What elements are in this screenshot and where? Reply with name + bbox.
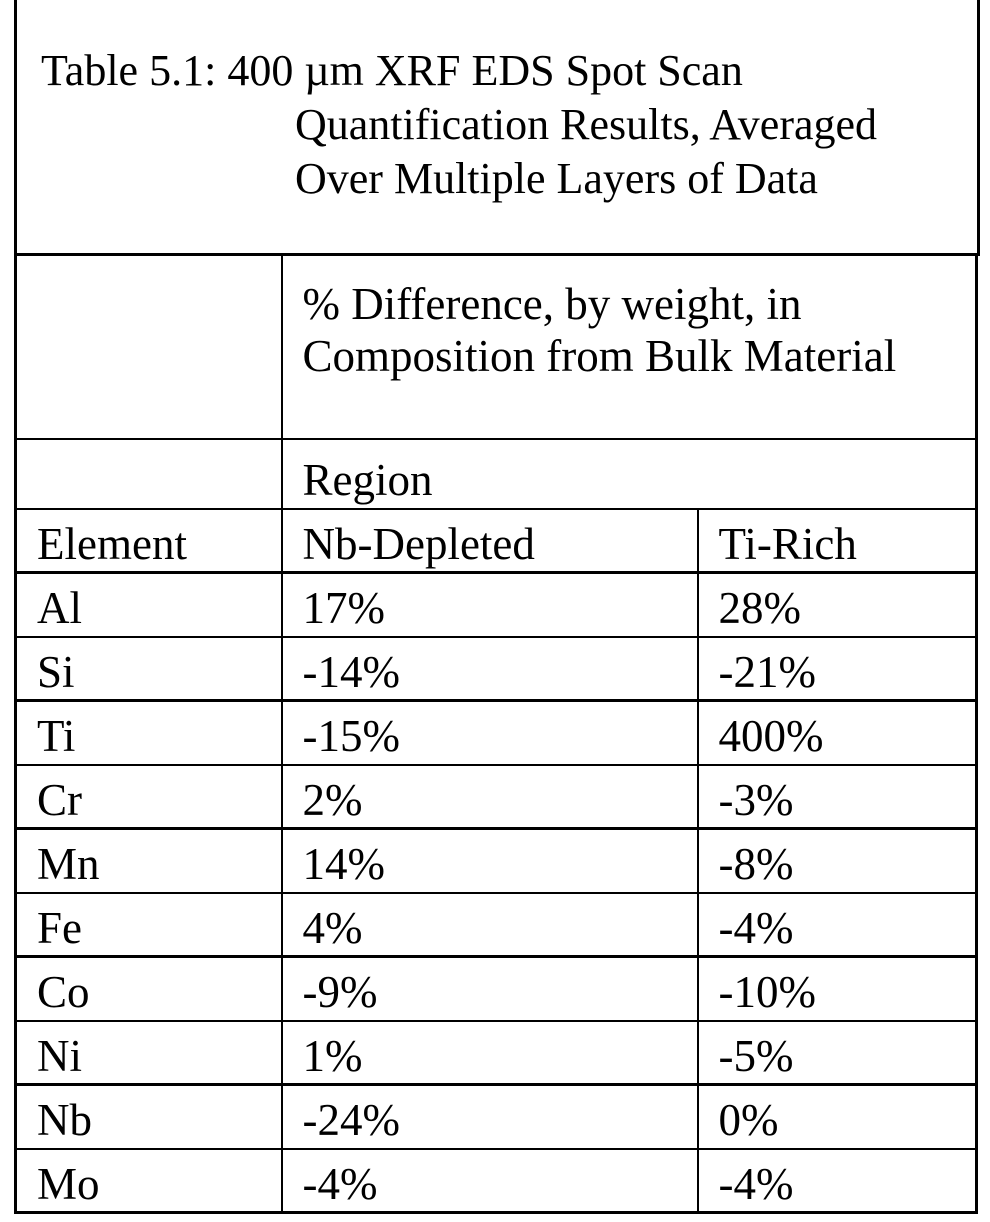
- nb-depleted-cell: -15%: [282, 701, 698, 765]
- composition-table: [14, 253, 978, 1214]
- table-row: [16, 957, 977, 1021]
- empty-cell: [16, 255, 282, 439]
- caption-line-3: Over Multiple Layers of Data: [295, 154, 818, 203]
- table-caption-box: [14, 0, 980, 256]
- header-row-measure: [16, 255, 977, 439]
- column-header-element: Element: [16, 509, 282, 573]
- caption-line-2: Quantification Results, Averaged: [295, 100, 878, 149]
- nb-depleted-cell: -4%: [282, 1149, 698, 1213]
- column-header-ti-rich: Ti-Rich: [698, 509, 977, 573]
- table-row: [16, 829, 977, 893]
- table-row: [16, 765, 977, 829]
- ti-rich-cell: -5%: [698, 1021, 977, 1085]
- table-row: [16, 701, 977, 765]
- ti-rich-cell: -8%: [698, 829, 977, 893]
- ti-rich-cell: 28%: [698, 573, 977, 637]
- nb-depleted-cell: 17%: [282, 573, 698, 637]
- table-row: [16, 573, 977, 637]
- nb-depleted-cell: -14%: [282, 637, 698, 701]
- nb-depleted-cell: -9%: [282, 957, 698, 1021]
- caption-line-1: Table 5.1: 400 µm XRF EDS Spot Scan: [41, 46, 743, 95]
- ti-rich-cell: -4%: [698, 893, 977, 957]
- table-caption: [41, 44, 877, 206]
- empty-cell: [16, 439, 282, 509]
- column-header-row: [16, 509, 977, 573]
- ti-rich-cell: -21%: [698, 637, 977, 701]
- region-header: Region: [282, 439, 977, 509]
- table-row: [16, 1085, 977, 1149]
- element-cell: Mo: [16, 1149, 282, 1213]
- ti-rich-cell: -10%: [698, 957, 977, 1021]
- nb-depleted-cell: 1%: [282, 1021, 698, 1085]
- table-row: [16, 637, 977, 701]
- measure-header: % Difference, by weight, in Composition from Bulk Material: [282, 255, 977, 439]
- header-row-group: [16, 439, 977, 509]
- element-cell: Ni: [16, 1021, 282, 1085]
- element-cell: Mn: [16, 829, 282, 893]
- table-row: [16, 1021, 977, 1085]
- element-cell: Nb: [16, 1085, 282, 1149]
- element-cell: Co: [16, 957, 282, 1021]
- element-cell: Cr: [16, 765, 282, 829]
- nb-depleted-cell: -24%: [282, 1085, 698, 1149]
- table-row: [16, 1149, 977, 1213]
- table-row: [16, 893, 977, 957]
- column-header-nb-depleted: Nb-Depleted: [282, 509, 698, 573]
- element-cell: Al: [16, 573, 282, 637]
- nb-depleted-cell: 2%: [282, 765, 698, 829]
- ti-rich-cell: 400%: [698, 701, 977, 765]
- ti-rich-cell: -3%: [698, 765, 977, 829]
- element-cell: Fe: [16, 893, 282, 957]
- nb-depleted-cell: 4%: [282, 893, 698, 957]
- ti-rich-cell: -4%: [698, 1149, 977, 1213]
- nb-depleted-cell: 14%: [282, 829, 698, 893]
- ti-rich-cell: 0%: [698, 1085, 977, 1149]
- element-cell: Si: [16, 637, 282, 701]
- element-cell: Ti: [16, 701, 282, 765]
